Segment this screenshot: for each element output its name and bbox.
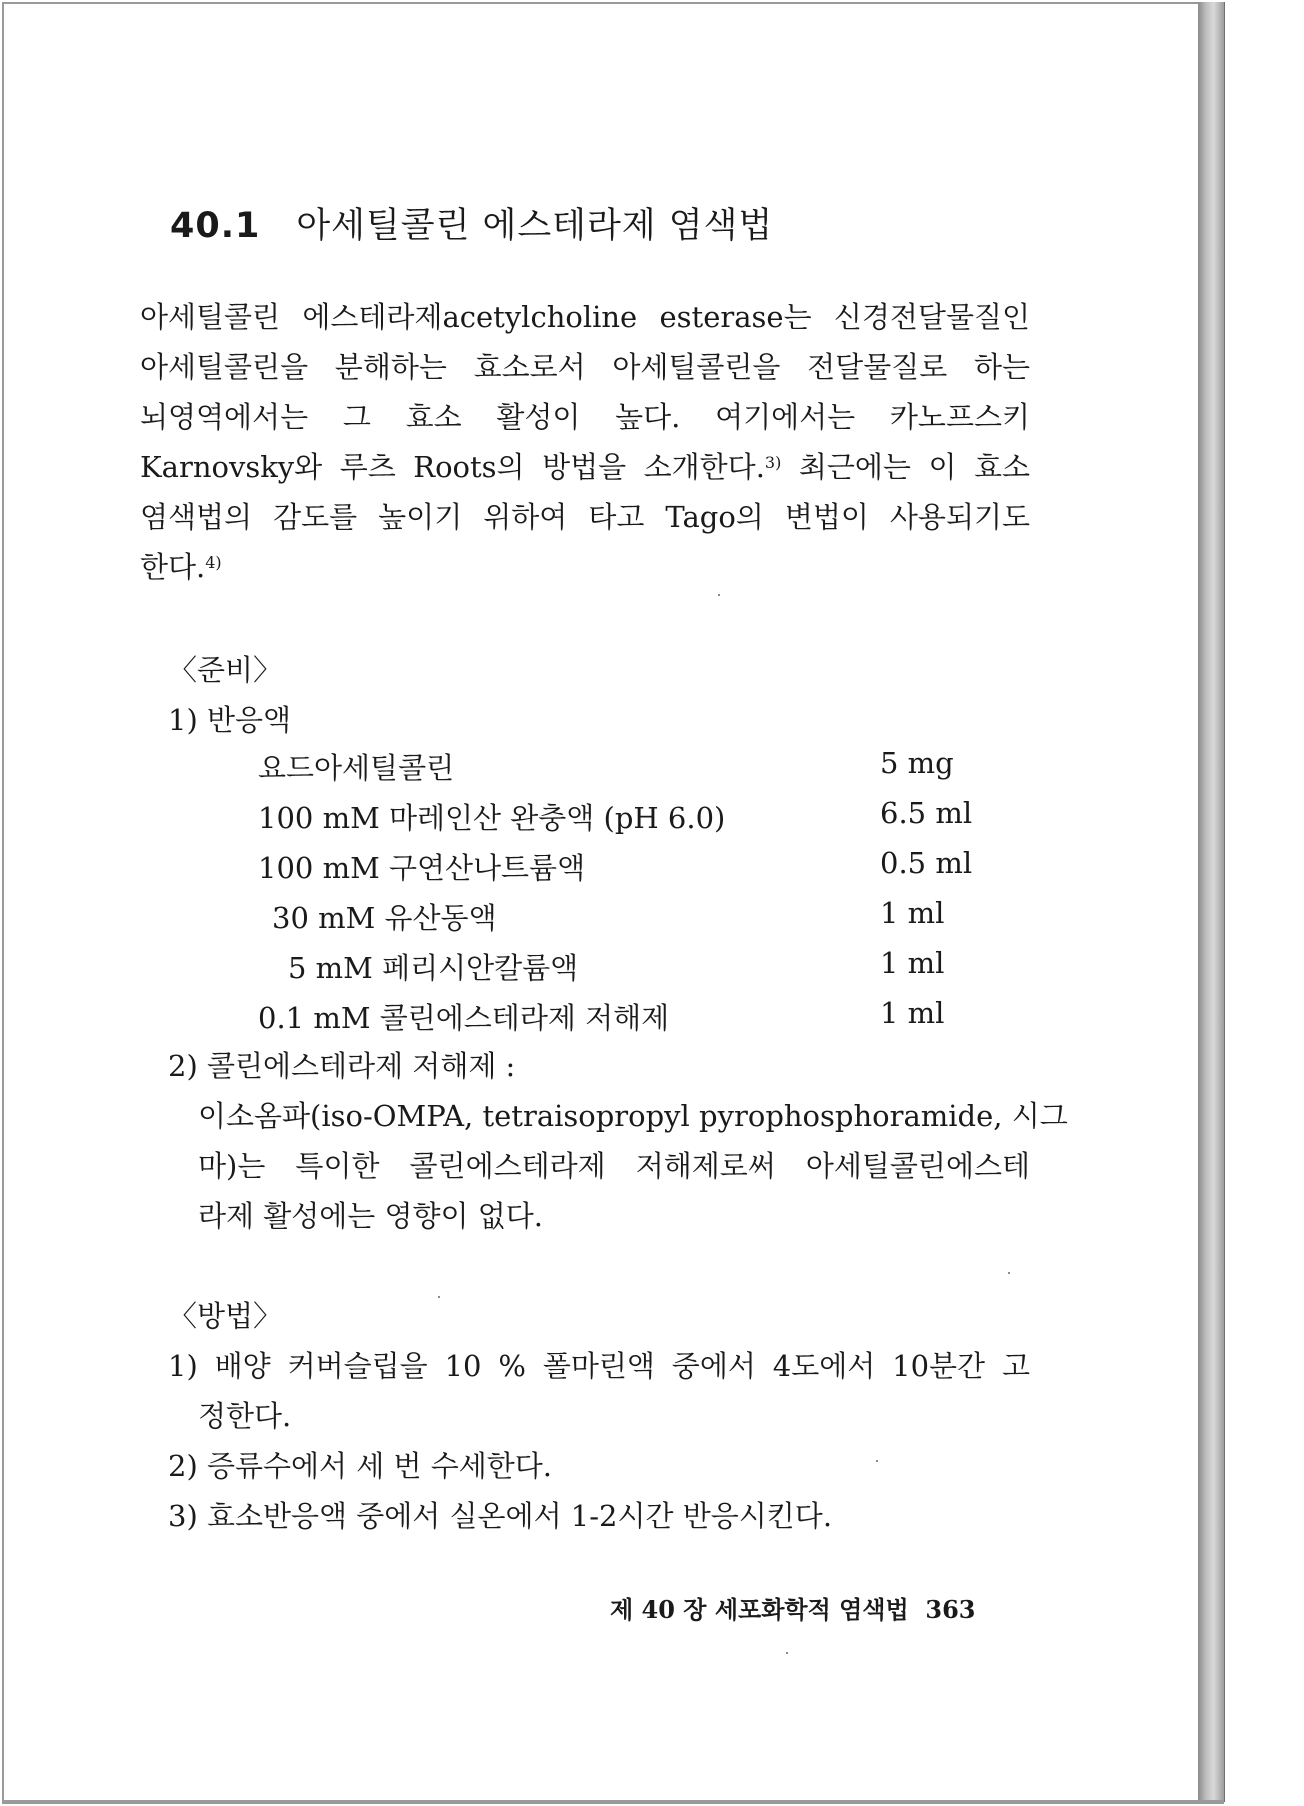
reference-superscript: 4) — [205, 553, 222, 572]
method-step-1-continued: 정한다. — [198, 1399, 292, 1433]
paragraph-text: 한다. — [140, 550, 206, 584]
paragraph-line: 아세틸콜린 에스테라제acetylcholine esterase는 신경전달물질인 — [140, 300, 1030, 334]
reagent-name: 100 mM 마레인산 완충액 (pH 6.0) — [258, 801, 726, 835]
scan-speck — [438, 1296, 440, 1298]
page-stack-edge — [1198, 2, 1225, 1802]
section-number: 40.1 — [170, 206, 261, 246]
paragraph-text: Karnovsky와 루츠 Roots의 방법을 소개한다. — [140, 450, 765, 484]
inhibitor-description-line: 이소옴파(iso-OMPA, tetraisopropyl pyrophosphoramide, 시그 — [198, 1099, 1068, 1133]
reagent-amount: 0.5 ml — [880, 846, 973, 880]
reagent-name: 5 mM 페리시안칼륨액 — [288, 951, 579, 985]
reagent-name: 요드아세틸콜린 — [258, 751, 455, 785]
reagent-amount: 6.5 ml — [880, 796, 973, 830]
inhibitor-description-line: 마)는 특이한 콜린에스테라제 저해제로써 아세틸콜린에스테 — [198, 1149, 1030, 1183]
reagent-name: 0.1 mM 콜린에스테라제 저해제 — [258, 1001, 670, 1035]
reagent-name: 100 mM 구연산나트륨액 — [258, 851, 586, 885]
page-number: 363 — [925, 1595, 976, 1624]
preparation-header: 〈준비〉 — [168, 653, 283, 687]
reagent-name: 30 mM 유산동액 — [272, 901, 497, 935]
intro-paragraph — [140, 292, 1030, 592]
method-step-3: 3) 효소반응액 중에서 실온에서 1-2시간 반응시킨다. — [168, 1499, 833, 1533]
paragraph-line: 뇌영역에서는 그 효소 활성이 높다. 여기에서는 카노프스키 — [140, 400, 1030, 434]
scan-speck — [786, 1652, 788, 1654]
chapter-title: 제 40 장 세포화학적 염색법 — [610, 1595, 909, 1624]
preparation-item-2: 2) 콜린에스테라제 저해제 : — [168, 1049, 516, 1083]
section-heading — [170, 198, 773, 248]
reagent-amount: 5 mg — [880, 746, 954, 780]
paragraph-line: 아세틸콜린을 분해하는 효소로서 아세틸콜린을 전달물질로 하는 — [140, 350, 1030, 384]
reagent-amount: 1 ml — [880, 896, 945, 930]
reference-superscript: 3) — [764, 453, 782, 472]
method-step-1: 1) 배양 커버슬립을 10 % 폴마린액 중에서 4도에서 10분간 고 — [168, 1349, 1030, 1383]
paragraph-line: 염색법의 감도를 높이기 위하여 타고 Tago의 변법이 사용되기도 — [140, 500, 1030, 534]
paragraph-text: 최근에는 이 효소 — [798, 450, 1031, 484]
scan-speck — [1008, 1272, 1010, 1274]
reagent-amount: 1 ml — [880, 946, 945, 980]
method-step-2: 2) 증류수에서 세 번 수세한다. — [168, 1449, 553, 1483]
paragraph-line — [140, 442, 1030, 492]
section-title: 아세틸콜린 에스테라제 염색법 — [296, 206, 774, 246]
paragraph-line — [140, 542, 1030, 592]
scan-speck — [718, 594, 720, 596]
page-footer — [610, 1590, 976, 1625]
reagent-amount: 1 ml — [880, 996, 945, 1030]
page-bottom-edge — [2, 1800, 1224, 1804]
preparation-item-1: 1) 반응액 — [168, 703, 292, 737]
scan-speck — [876, 1460, 878, 1462]
inhibitor-description-line: 라제 활성에는 영향이 없다. — [198, 1199, 544, 1233]
method-header: 〈방법〉 — [168, 1299, 283, 1333]
